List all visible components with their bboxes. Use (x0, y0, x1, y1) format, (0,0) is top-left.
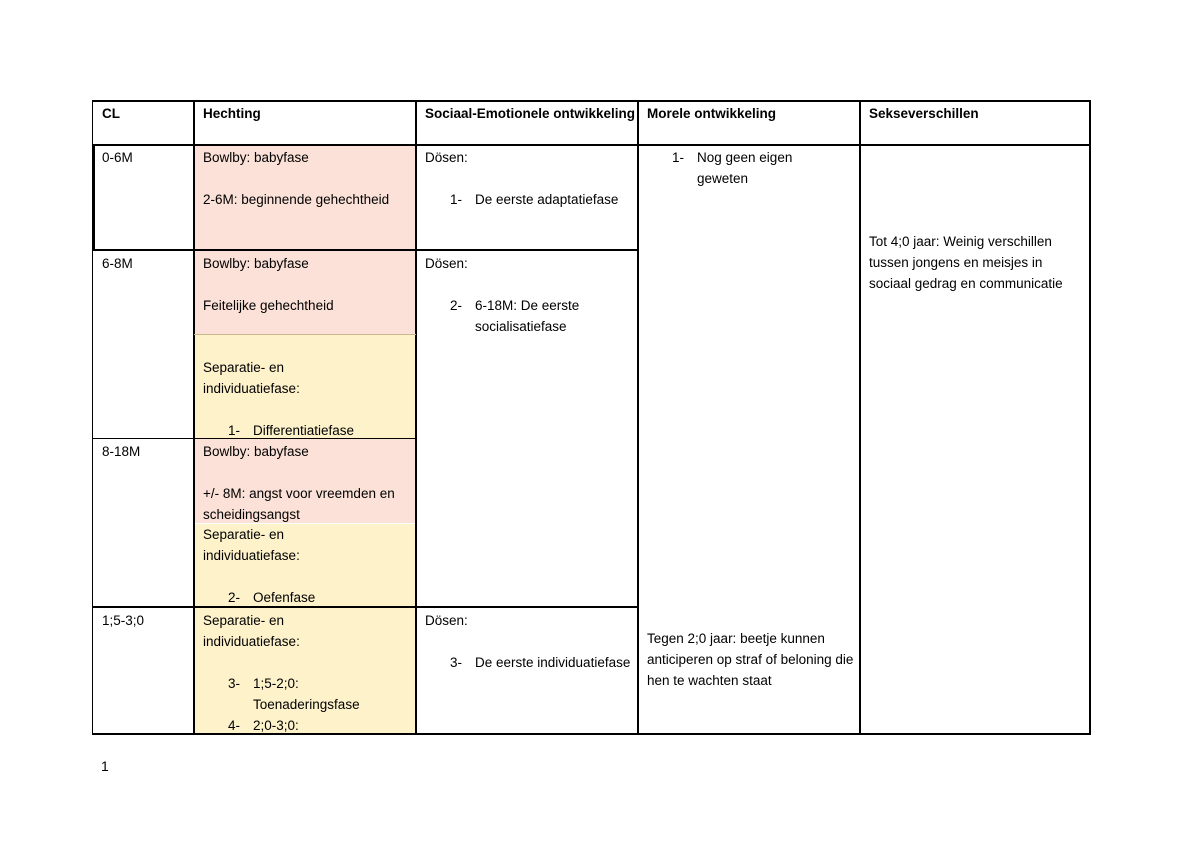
border-bottom (92, 733, 1091, 735)
header-sekse (860, 101, 1090, 145)
morele-item-text: Nog geen eigen geweten (697, 150, 793, 186)
cl-r4-text: 1;5-3;0 (102, 613, 145, 628)
col-divider-1 (193, 100, 195, 735)
sociaal-r1-item (425, 189, 638, 210)
sociaal-r1-num: 1- (450, 192, 463, 207)
sociaal-r2-text: 6-18M: De eerste socialisatiefase (475, 298, 580, 334)
header-cl-text: CL (102, 106, 120, 121)
header-morele-text: Morele ontwikkeling (647, 106, 777, 121)
sep-r3-num: 2- (228, 590, 241, 605)
sep-r3-title: Separatie- en individuatiefase: (203, 527, 300, 563)
border-right (1089, 100, 1091, 735)
hechting-r3 (194, 439, 416, 523)
morele-item-num: 1- (672, 150, 685, 165)
hechting-r2-text: Feitelijke gehechtheid (203, 298, 334, 313)
cl-r2-text: 6-8M (102, 256, 133, 271)
header-sociaal (416, 101, 638, 145)
page-number: 1 (101, 758, 109, 774)
cl-r3 (93, 439, 194, 607)
morele-bottom (638, 626, 860, 726)
cl-r3-text: 8-18M (102, 444, 141, 459)
hechting-r2-title: Bowlby: babyfase (203, 256, 309, 271)
hechting-r1 (194, 145, 416, 250)
sociaal-r1 (416, 145, 638, 250)
row-divider-2 (92, 438, 416, 439)
sociaal-r4-num: 3- (450, 655, 463, 670)
sep-r4-title: Separatie- en individuatiefase: (203, 613, 300, 649)
hechting-r1-text: 2-6M: beginnende gehechtheid (203, 192, 390, 207)
sep-r2-num: 1- (228, 423, 241, 438)
border-top (92, 100, 1091, 102)
col-divider-4 (859, 100, 861, 735)
cl-r1 (93, 145, 194, 250)
hechting-r3-title: Bowlby: babyfase (203, 444, 309, 459)
sociaal-r4 (416, 608, 638, 734)
col-divider-2 (415, 100, 417, 735)
sep-r4-text-1: 1;5-2;0: Toenaderingsfase (253, 676, 360, 712)
sociaal-r1-dosen: Dösen: (425, 150, 468, 165)
sep-r2-text: Differentiatiefase (253, 423, 355, 438)
sociaal-r4-dosen: Dösen: (425, 613, 468, 628)
sep-r4-item-1 (203, 673, 416, 715)
sociaal-r2-num: 2- (450, 298, 463, 313)
sekse-text: Tot 4;0 jaar: Weinig verschillen tussen jongens en meisjes in sociaal gedrag en communicatie (869, 234, 1063, 291)
header-hechting (194, 101, 416, 145)
header-divider (92, 144, 1091, 146)
sep-r2 (194, 335, 416, 438)
sep-r2-item (203, 420, 416, 438)
row-divider-3 (92, 606, 638, 608)
sep-r4-text-2: 2;0-3;0: (253, 718, 299, 733)
hechting-r1-title: Bowlby: babyfase (203, 150, 309, 165)
sociaal-r4-text: De eerste individuatiefase (475, 655, 631, 670)
sociaal-r1-text: De eerste adaptatiefase (475, 192, 619, 207)
sep-r4 (194, 608, 416, 734)
cl-r4 (93, 608, 194, 734)
header-cl (93, 101, 194, 145)
sekse-column (860, 229, 1090, 349)
sep-r4-num-2: 4- (228, 718, 241, 733)
morele-bottom-text: Tegen 2;0 jaar: beetje kunnen anticiperen op straf of beloning die hen te wachten staat (647, 631, 854, 688)
sep-r2-title: Separatie- en individuatiefase: (203, 360, 300, 396)
sep-r3-text: Oefenfase (253, 590, 316, 605)
sep-r3-item (203, 587, 416, 607)
sociaal-r2-item (425, 295, 638, 337)
cl-r1-text: 0-6M (102, 150, 133, 165)
row-divider-1 (92, 249, 638, 251)
header-sekse-text: Sekseverschillen (869, 106, 979, 121)
header-sociaal-text: Sociaal-Emotionele ontwikkeling (425, 106, 636, 121)
sociaal-r2-dosen: Dösen: (425, 256, 468, 271)
hechting-r2 (194, 251, 416, 334)
header-morele (638, 101, 860, 145)
sociaal-r2 (416, 251, 638, 607)
header-hechting-text: Hechting (203, 106, 261, 121)
hechting-inner-divider (194, 334, 416, 335)
sep-r4-item-2 (203, 715, 416, 734)
sep-r3 (194, 524, 416, 607)
border-left-thick (92, 145, 95, 249)
morele-item (647, 147, 860, 189)
sep-r4-num-1: 3- (228, 676, 241, 691)
sociaal-r4-item (425, 652, 638, 673)
hechting-r3-text: +/- 8M: angst voor vreemden en scheidingsangst (203, 486, 395, 522)
cl-r2 (93, 251, 194, 439)
col-divider-3 (637, 100, 639, 735)
